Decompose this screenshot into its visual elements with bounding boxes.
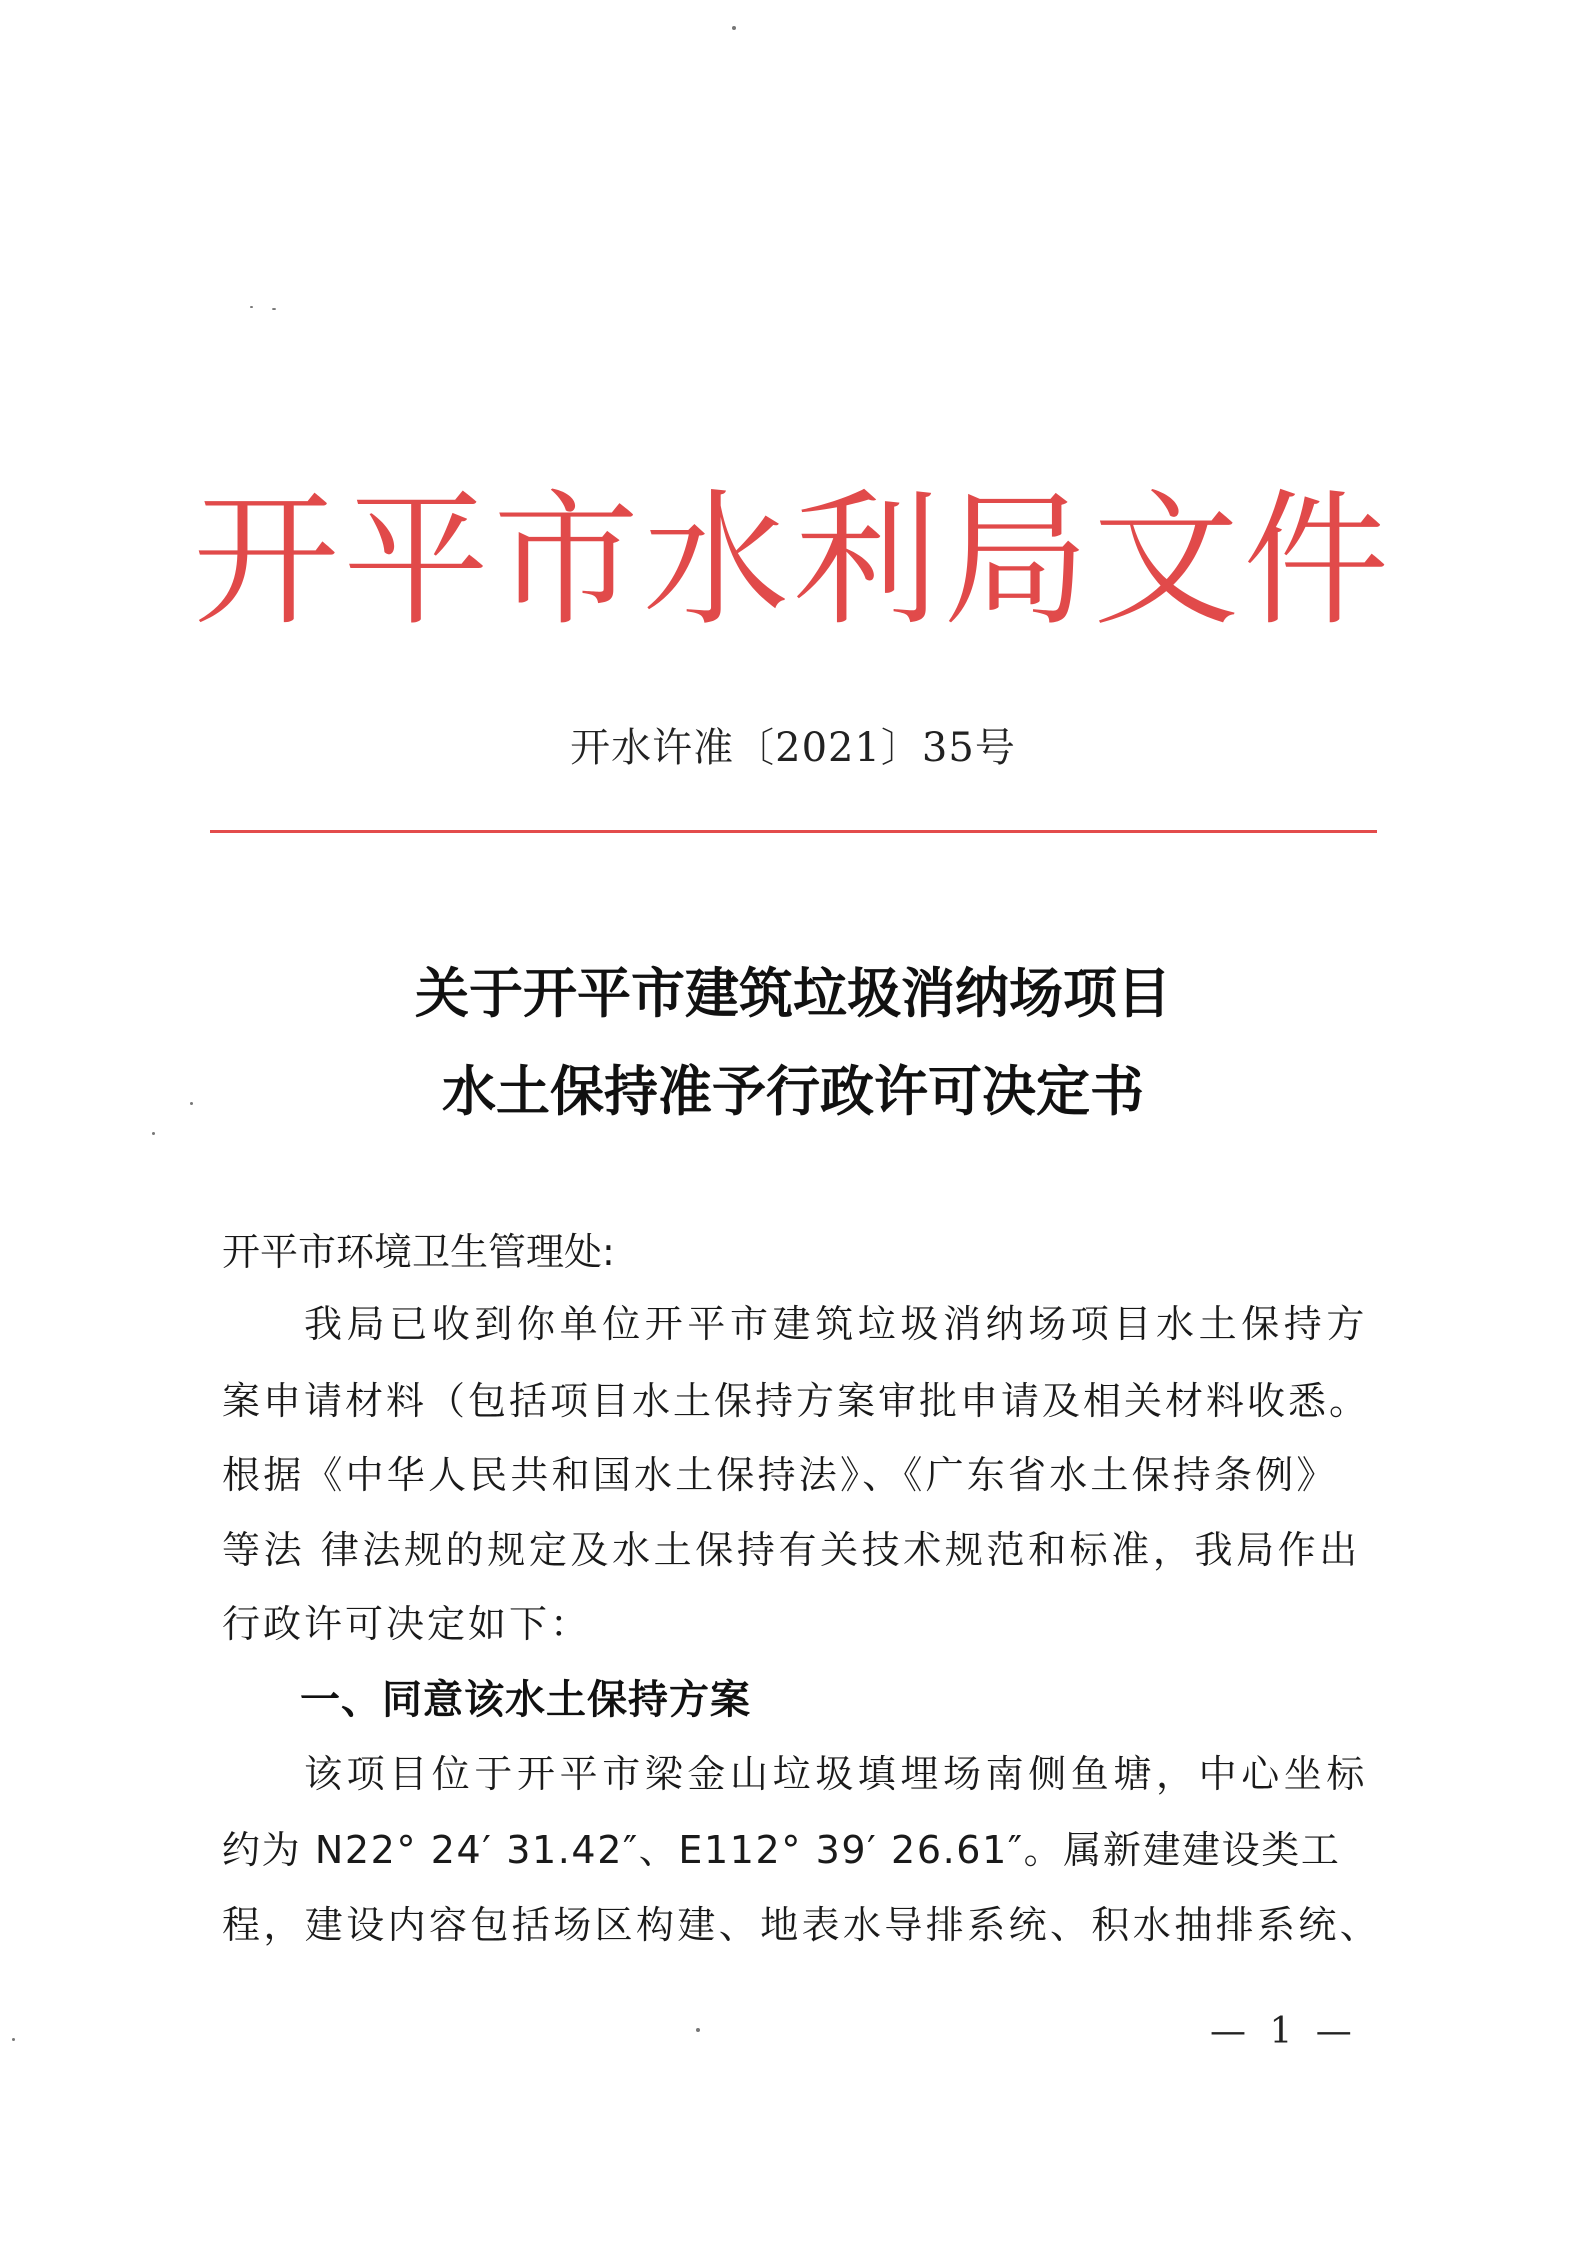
scan-speck [696,2028,700,2032]
paragraph-1-line: 根据《中华人民共和国水土保持法》、《广东省水土保持条例》 [222,1453,1338,1497]
paragraph-2-line: 约为 N22° 24′ 31.42″、E112° 39′ 26.61″。属新建建设类工 [222,1828,1341,1872]
document-number: 开水许准〔2021〕35号 [570,725,1016,771]
issuer-title: 开平市水利局文件 [193,476,1393,646]
paragraph-1-line: 案申请材料（包括项目水土保持方案审批申请及相关材料收悉。 [222,1379,1371,1423]
scan-speck [250,306,253,308]
scan-speck [190,1102,193,1105]
document-title-line-2: 水土保持准予行政许可决定书 [442,1059,1144,1123]
paragraph-1-line: 我局已收到你单位开平市建筑垃圾消纳场项目水土保持方 [304,1302,1370,1346]
page-number: — 1 — [1210,2011,1358,2052]
paragraph-2-line: 该项目位于开平市梁金山垃圾填埋场南侧鱼塘，中心坐标 [304,1752,1370,1796]
document-title-line-1: 关于开平市建筑垃圾消纳场项目 [415,961,1171,1025]
paragraph-2-line: 程，建设内容包括场区构建、地表水导排系统、积水抽排系统、 [222,1903,1382,1947]
scan-speck [12,2038,15,2041]
red-divider [210,830,1377,833]
scan-speck [732,26,736,30]
scan-speck [152,1132,155,1135]
paragraph-1-line: 行政许可决定如下： [222,1602,592,1646]
scan-speck [272,308,276,310]
addressee: 开平市环境卫生管理处: [222,1230,615,1274]
section-1-heading: 一、同意该水土保持方案 [300,1677,751,1723]
paragraph-1-line: 等法 律法规的规定及水土保持有关技术规范和标准，我局作出 [222,1528,1361,1572]
